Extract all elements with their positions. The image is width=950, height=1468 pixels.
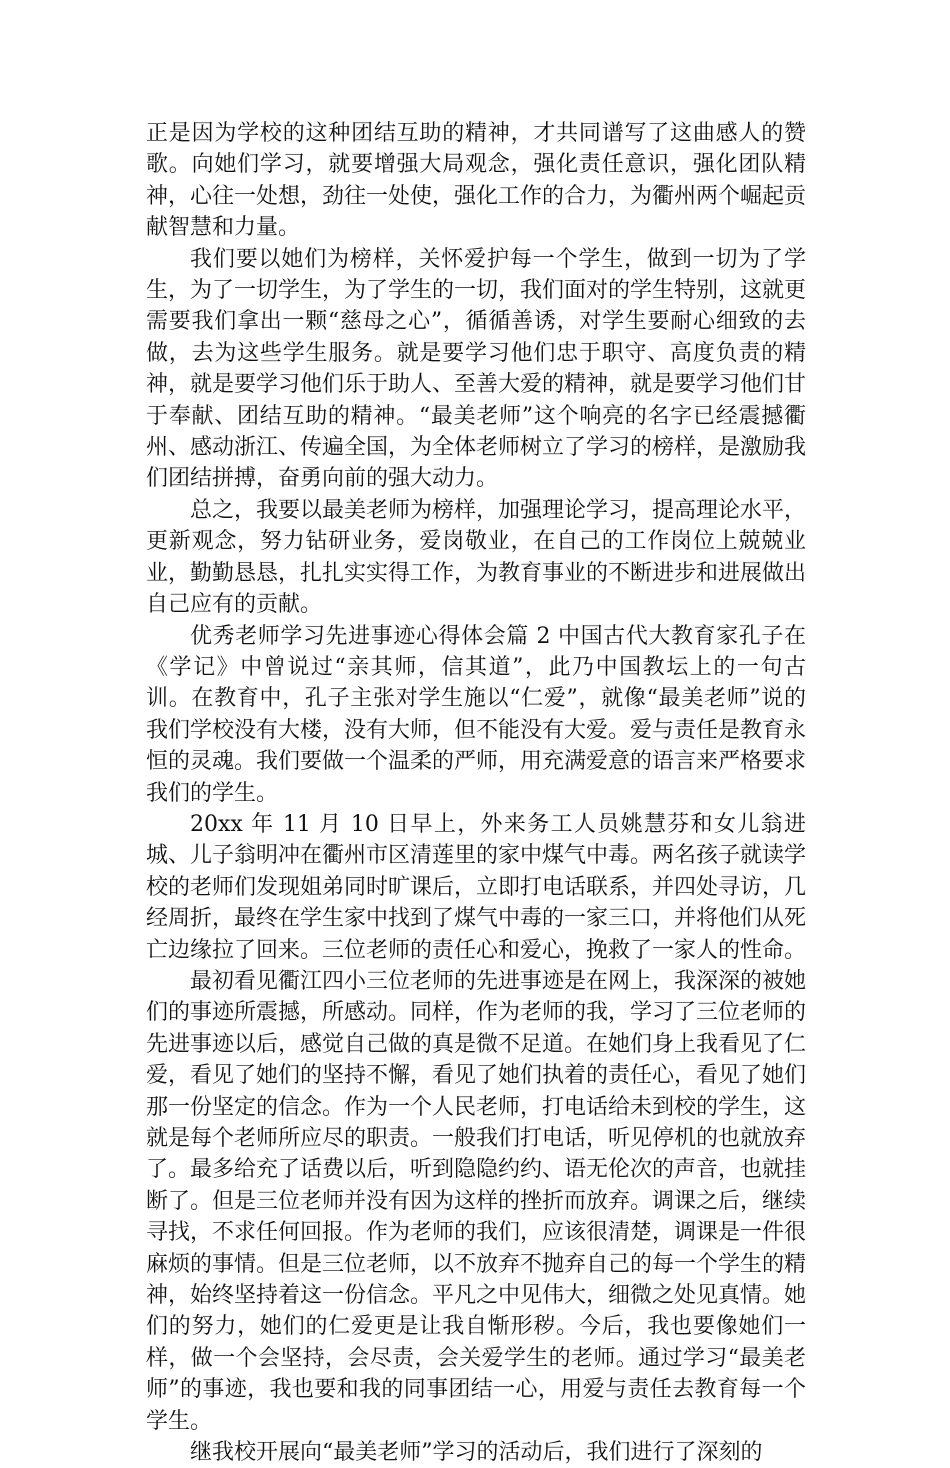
- paragraph-4: 优秀老师学习先进事迹心得体会篇 2 中国古代大教育家孔子在《学记》中曾说过“亲其师，信其道”，此乃中国教坛上的一句古训。在教育中，孔子主张对学生施以“仁爱”，就像“最美老师”说的我们学校没有大楼，没有大师，但不能没有大爱。爱与责任是教育永恒的灵魂。我们要做一个温柔的严师，用充满爱意的语言来严格要求我们的学生。: [146, 623, 807, 806]
- paragraph-7: 继我校开展向“最美老师”学习的活动后，我们进行了深刻的: [190, 1440, 763, 1466]
- paragraph-6: 最初看见衢江四小三位老师的先进事迹是在网上，我深深的被她们的事迹所震撼，所感动。同样，作为老师的我，学习了三位老师的先进事迹以后，感觉自己做的真是微不足道。在她们身上我看见了仁爱，看见了她们的坚持不懈，看见了她们执着的责任心，看见了她们那一份坚定的信念。作为一个人民老师，打电话给未到校的学生，这就是每个老师所应尽的职责。一般我们打电话，听见停机的也就放弃了。最多给充了话费以后，听到隐隐约约、语无伦次的声音，也就挂断了。但是三位老师并没有因为这样的挫折而放弃。调课之后，继续寻找，不求任何回报。作为老师的我们，应该很清楚，调课是一件很麻烦的事情。但是三位老师，以不放弃不抛弃自己的每一个学生的精神，始终坚持着这一份信念。平凡之中见伟大，细微之处见真情。她们的努力，她们的仁爱更是让我自惭形秽。今后，我也要像她们一样，做一个会坚持，会尽责，会关爱学生的老师。通过学习“最美老师”的事迹，我也要和我的同事团结一心，用爱与责任去教育每一个学生。: [146, 968, 807, 1434]
- paragraph-2: 我们要以她们为榜样，关怀爱护每一个学生，做到一切为了学生，为了一切学生，为了学生的一切，我们面对的学生特别，这就更需要我们拿出一颗“慈母之心”，循循善诱，对学生要耐心细致的去做，去为这些学生服务。就是要学习他们忠于职守、高度负责的精神，就是要学习他们乐于助人、至善大爱的精神，就是要学习他们甘于奉献、团结互助的精神。“最美老师”这个响亮的名字已经震撼衢州、感动浙江、传遍全国，为全体老师树立了学习的榜样，是激励我们团结拼搏，奋勇向前的强大动力。: [146, 246, 807, 492]
- paragraph-3: 总之，我要以最美老师为榜样，加强理论学习，提高理论水平，更新观念，努力钻研业务，爱岗敬业，在自己的工作岗位上兢兢业业，勤勤恳恳，扎扎实实得工作，为教育事业的不断进步和进展做出自己应有的贡献。: [146, 497, 807, 618]
- paragraph-5: 20xx 年 11 月 10 日早上，外来务工人员姚慧芬和女儿翁进城、儿子翁明冲在衢州市区清莲里的家中煤气中毒。两名孩子就读学校的老师们发现姐弟同时旷课后，立即打电话联系，并四处寻访，几经周折，最终在学生家中找到了煤气中毒的一家三口，并将他们从死亡边缘拉了回来。三位老师的责任心和爱心，挽救了一家人的性命。: [146, 811, 807, 963]
- document-page: [146, 118, 806, 1468]
- paragraph-1: 正是因为学校的这种团结互助的精神，才共同谱写了这曲感人的赞歌。向她们学习，就要增强大局观念，强化责任意识，强化团队精神，心往一处想，劲往一处使，强化工作的合力，为衢州两个崛起贡献智慧和力量。: [146, 121, 807, 241]
